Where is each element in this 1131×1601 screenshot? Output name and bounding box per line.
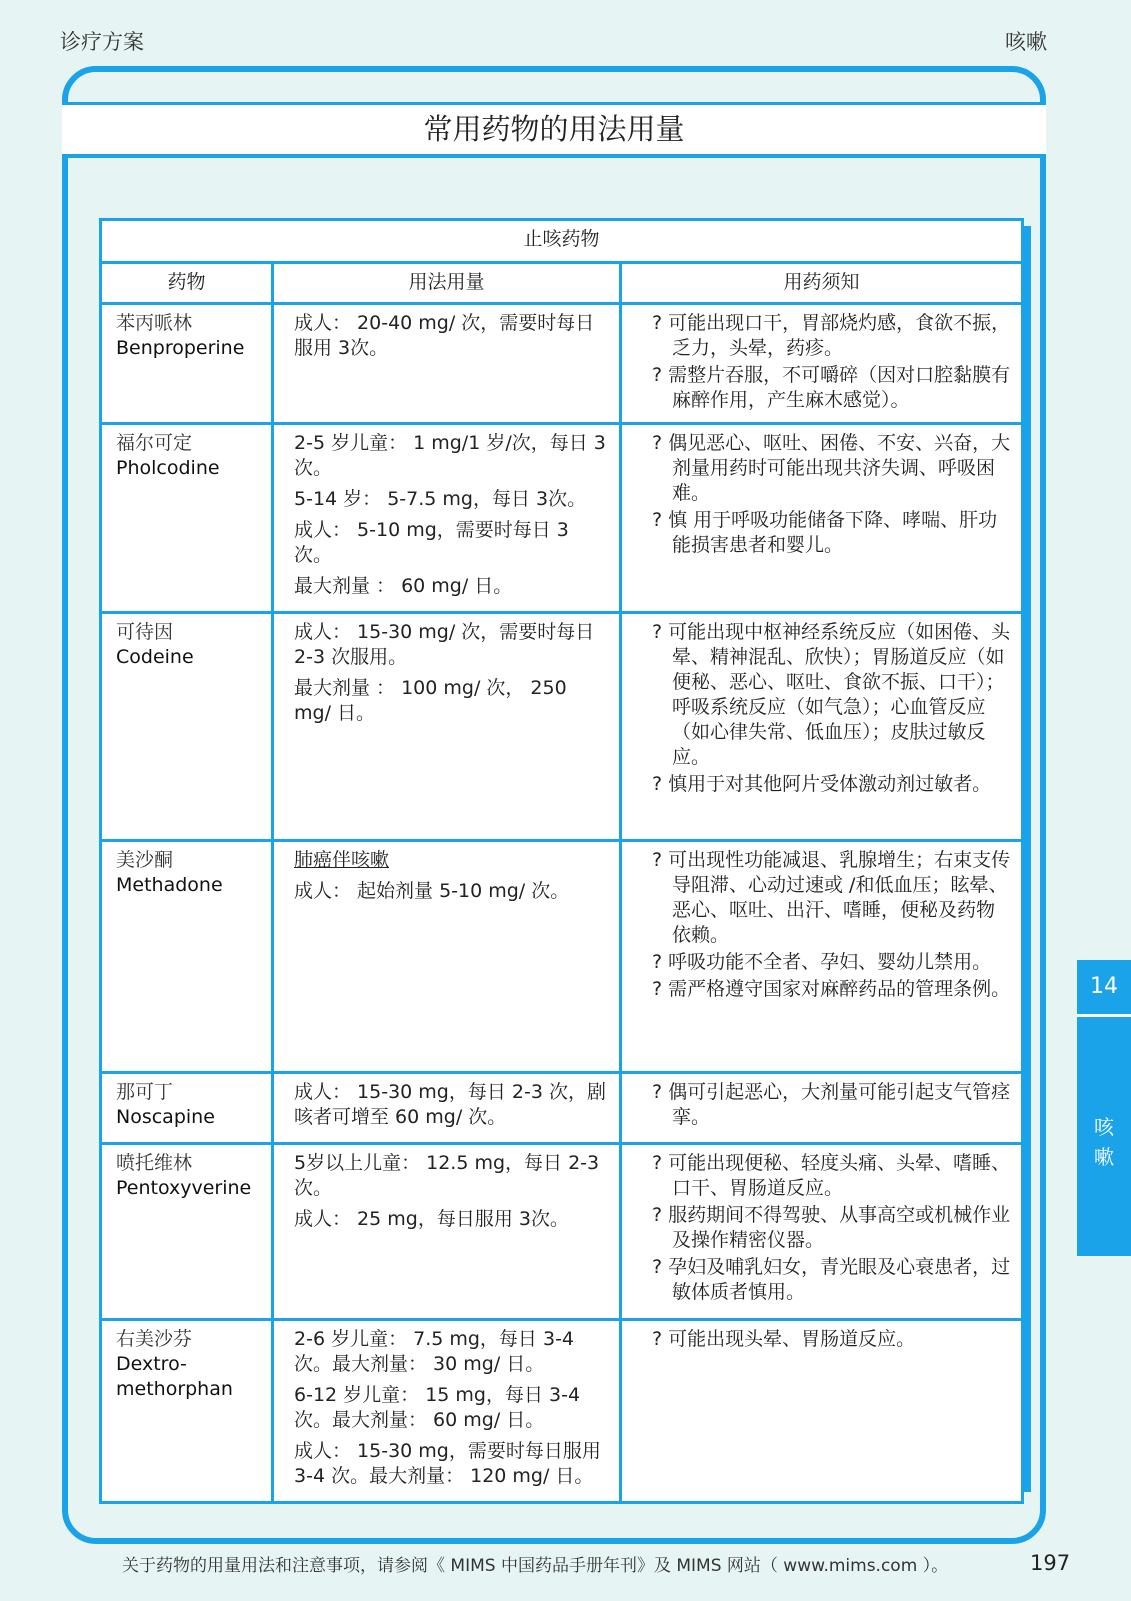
dosage-line: 6-12 岁儿童： 15 mg，每日 3-4 次。最大剂量： 60 mg/ 日。: [294, 1384, 581, 1431]
dosage-cell: [273, 1320, 621, 1503]
dosage-cell: [273, 424, 621, 613]
dosage-line: 成人： 15-30 mg，每日 2-3 次，剧咳者可增至 60 mg/ 次。: [294, 1081, 606, 1128]
note-line: ? 偶见恶心、呕吐、困倦、不安、兴奋，大剂量用药时可能出现共济失调、呼吸困难。: [652, 432, 1011, 504]
table-row: [101, 424, 1023, 613]
drug-name-cn: 喷托维林: [116, 1152, 193, 1174]
drug-name-cn: 福尔可定: [116, 432, 193, 454]
dosage-line: 2-6 岁儿童： 7.5 mg，每日 3-4 次。最大剂量： 30 mg/ 日。: [294, 1328, 575, 1375]
dosage-cell: [273, 613, 621, 841]
drug-name-cell: [101, 613, 273, 841]
dosage-line: 成人： 15-30 mg/ 次，需要时每日 2-3 次服用。: [294, 621, 595, 668]
chapter-number: 14: [1077, 960, 1131, 1017]
column-header-dosage: 用法用量: [273, 263, 621, 304]
dosage-line: 成人： 15-30 mg，需要时每日服用3-4 次。最大剂量： 120 mg/ 日。: [294, 1440, 601, 1487]
dosage-line: 2-5 岁儿童： 1 mg/1 岁/次，每日 3次。: [294, 432, 606, 479]
page-title: 常用药物的用法用量: [62, 102, 1046, 158]
dosage-line: 成人： 25 mg，每日服用 3次。: [294, 1208, 569, 1230]
header-topic-label: 咳嗽: [1005, 30, 1047, 54]
dosage-cell: [273, 841, 621, 1073]
drug-name-cell: [101, 1144, 273, 1320]
note-line: ? 呼吸功能不全者、孕妇、婴幼儿禁用。: [652, 951, 992, 973]
dosage-line: 成人： 起始剂量 5-10 mg/ 次。: [294, 880, 570, 902]
note-line: ? 可能出现口干，胃部烧灼感，食欲不振，乏力，头晕，药疹。: [652, 312, 1011, 359]
drug-name-cell: [101, 1073, 273, 1144]
column-header-drug: 药物: [101, 263, 273, 304]
notes-cell: [621, 304, 1023, 424]
table-row: [101, 1144, 1023, 1320]
dosage-line: 最大剂量 ： 60 mg/ 日。: [294, 575, 513, 597]
note-line: ? 可能出现中枢神经系统反应（如困倦、头晕、精神混乱、欣快）；胃肠道反应（如便秘、恶心、呕吐、食欲不振、口干）；呼吸系统反应（如气急）；心血管反应（如心律失常、低血压）；皮肤过敏反应。: [652, 621, 1011, 768]
chapter-side-tab: [1077, 960, 1131, 1256]
notes-cell: [621, 424, 1023, 613]
drug-name-cn: 美沙酮: [116, 849, 174, 871]
drug-name-cn: 右美沙芬: [116, 1328, 193, 1350]
footer-reference: 关于药物的用量用法和注意事项，请参阅《 MIMS 中国药品手册年刊》及 MIMS 网站（ www.mims.com ）。: [122, 1556, 949, 1576]
drug-name-en: Noscapine: [116, 1106, 215, 1128]
note-line: ? 服药期间不得驾驶、从事高空或机械作业及操作精密仪器。: [652, 1204, 1011, 1251]
note-line: ? 孕妇及哺乳妇女，青光眼及心衰患者，过敏体质者慎用。: [652, 1256, 1011, 1303]
note-line: ? 慎 用于呼吸功能储备下降、哮喘、肝功能损害患者和婴儿。: [652, 509, 998, 556]
note-line: ? 偶可引起恶心，大剂量可能引起支气管痉挛。: [652, 1081, 1011, 1128]
drug-name-cell: [101, 1320, 273, 1503]
table-caption: 止咳药物: [101, 220, 1023, 263]
drug-name-cell: [101, 424, 273, 613]
dosage-line: 5-14 岁： 5-7.5 mg，每日 3次。: [294, 488, 587, 510]
note-line: ? 可能出现便秘、轻度头痛、头晕、嗜睡、口干、胃肠道反应。: [652, 1152, 1011, 1199]
drug-name-en: Pholcodine: [116, 457, 220, 479]
note-line: ? 慎用于对其他阿片受体激动剂过敏者。: [652, 773, 992, 795]
table-row: [101, 841, 1023, 1073]
header-section-label: 诊疗方案: [60, 30, 144, 54]
column-header-notes: 用药须知: [621, 263, 1023, 304]
drug-table: [99, 218, 1024, 1504]
dosage-cell: [273, 304, 621, 424]
drug-name-cell: [101, 841, 273, 1073]
dosage-line: 5岁以上儿童： 12.5 mg，每日 2-3次。: [294, 1152, 600, 1199]
drug-name-cn: 苯丙哌林: [116, 312, 193, 334]
drug-name-en: Codeine: [116, 646, 194, 668]
dosage-line: 成人： 20-40 mg/ 次，需要时每日服用 3次。: [294, 312, 595, 359]
note-line: ? 可能出现头晕、胃肠道反应。: [652, 1328, 916, 1350]
dosage-line: 最大剂量 ： 100 mg/ 次， 250 mg/ 日。: [294, 677, 567, 724]
note-line: ? 需严格遵守国家对麻醉药品的管理条例。: [652, 978, 1011, 1000]
note-line: ? 可出现性功能减退、乳腺增生；右束支传导阻滞、心动过速或 /和低血压；眩晕、恶心、呕吐、出汗、嗜睡，便秘及药物依赖。: [652, 849, 1011, 946]
table-row: [101, 613, 1023, 841]
notes-cell: [621, 841, 1023, 1073]
dosage-line: 成人： 5-10 mg，需要时每日 3 次。: [294, 519, 569, 566]
drug-name-cell: [101, 304, 273, 424]
notes-cell: [621, 1320, 1023, 1503]
notes-cell: [621, 1144, 1023, 1320]
table-row: [101, 1320, 1023, 1503]
note-line: ? 需整片吞服，不可嚼碎（因对口腔黏膜有麻醉作用，产生麻木感觉）。: [652, 364, 1011, 411]
dosage-cell: [273, 1144, 621, 1320]
chapter-label: 咳嗽: [1094, 1115, 1114, 1169]
drug-table-wrapper: [99, 218, 1021, 1504]
page-number: 197: [1030, 1551, 1071, 1575]
drug-name-en: Pentoxyverine: [116, 1177, 252, 1199]
drug-name-cn: 那可丁: [116, 1081, 174, 1103]
drug-name-cn: 可待因: [116, 621, 174, 643]
notes-cell: [621, 613, 1023, 841]
table-row: [101, 304, 1023, 424]
drug-name-en: Benproperine: [116, 337, 245, 359]
notes-cell: [621, 1073, 1023, 1144]
dosage-cell: [273, 1073, 621, 1144]
drug-name-en: Dextro-methorphan: [116, 1353, 233, 1400]
table-row: [101, 1073, 1023, 1144]
dosage-indication: 肺癌伴咳嗽: [294, 849, 390, 871]
drug-name-en: Methadone: [116, 874, 223, 896]
